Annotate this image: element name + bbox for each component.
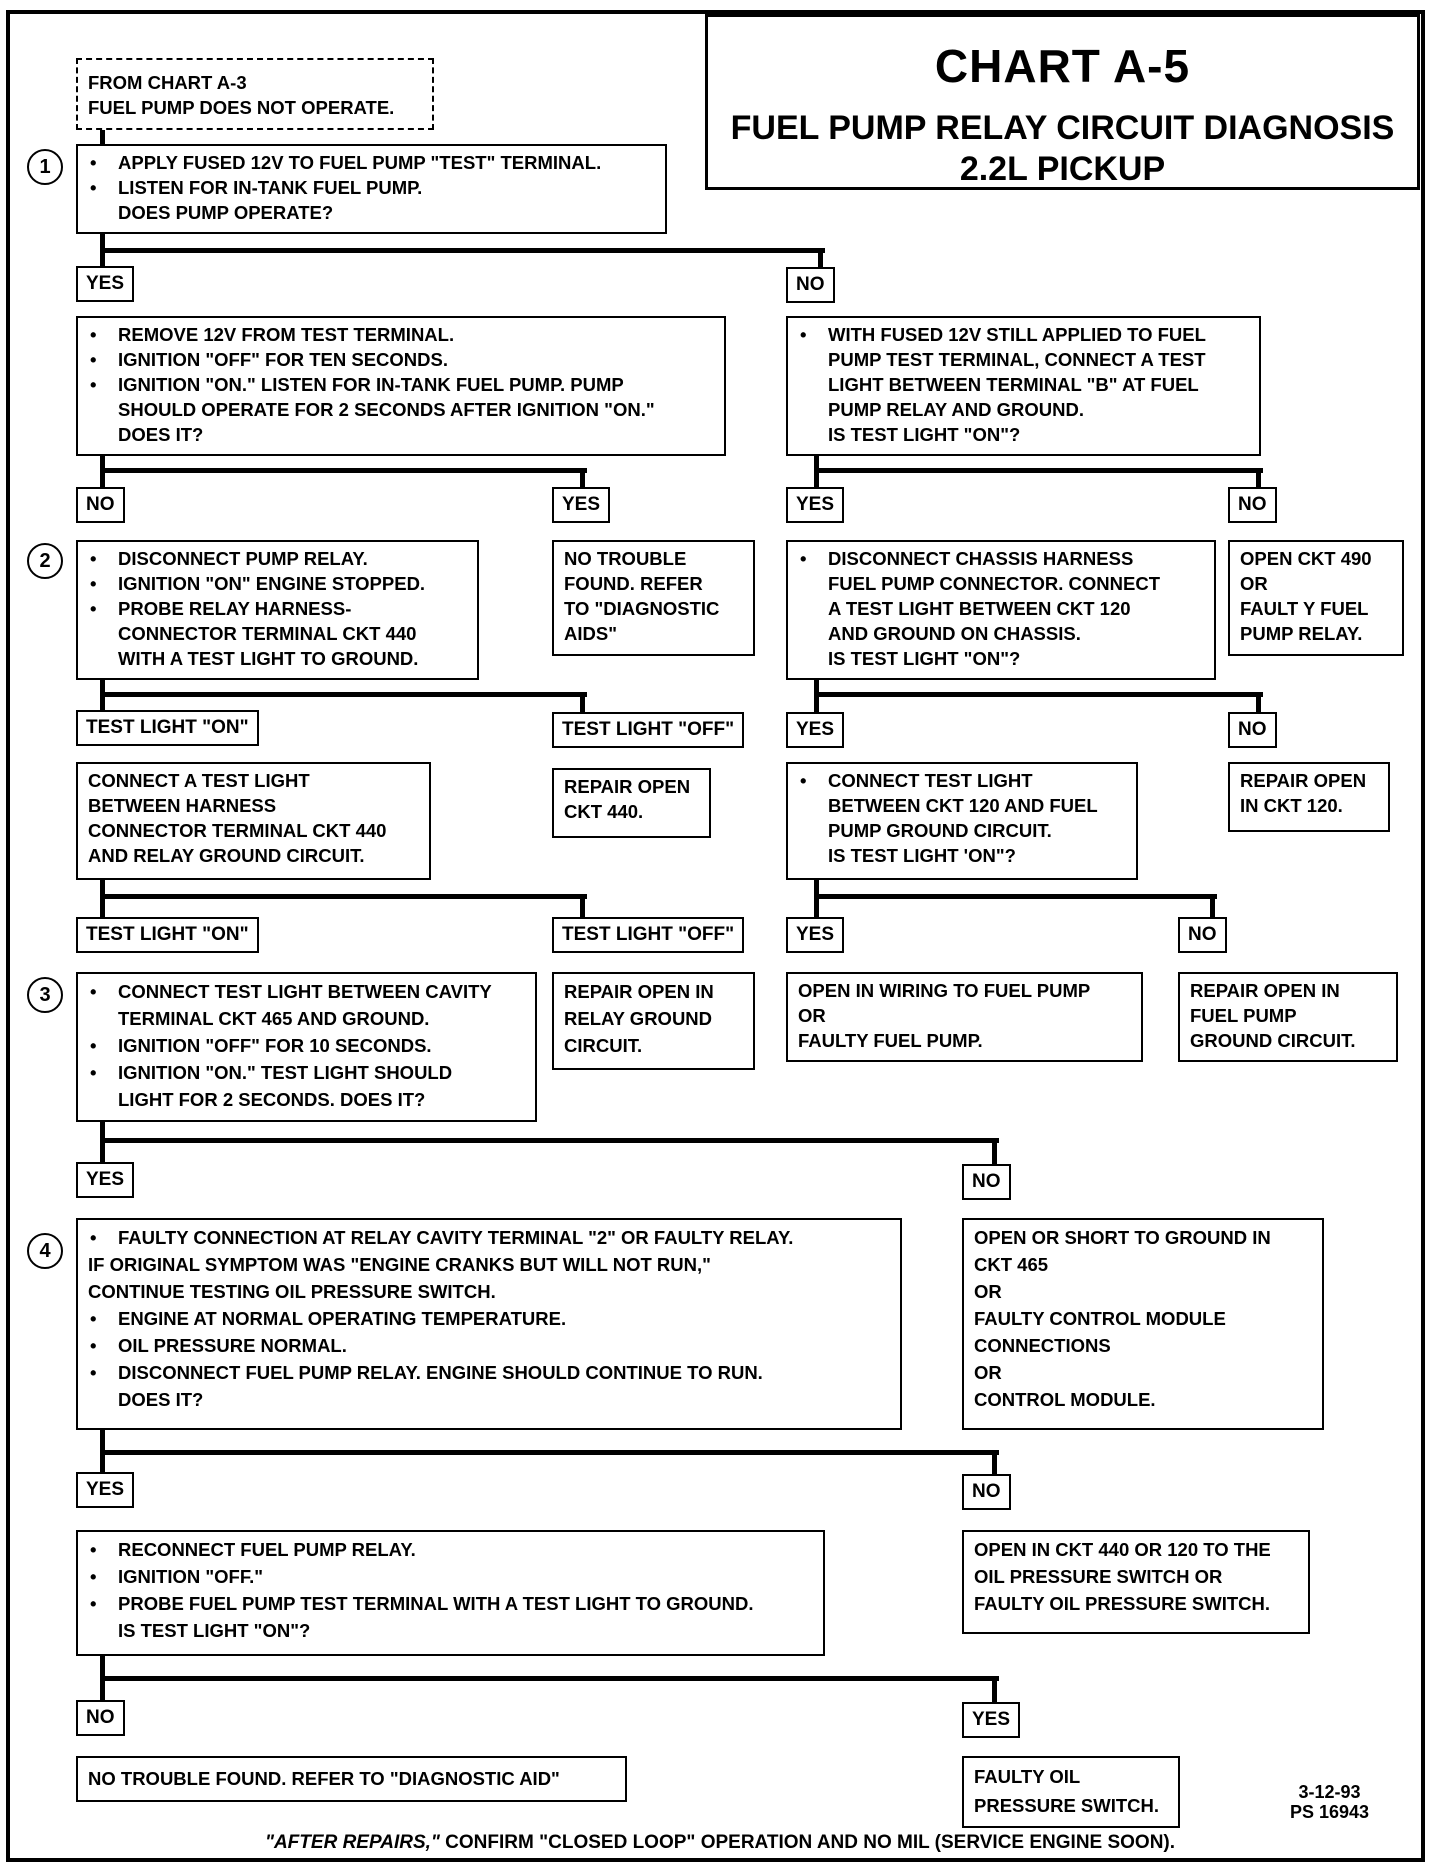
box-repair-relay-ground [552,972,755,1070]
connector-line [816,894,1217,899]
box-line: • IGNITION "OFF" FOR 10 SECONDS. [88,1032,525,1059]
box-line: CONTROL MODULE. [974,1389,1156,1410]
box-line: PUMP GROUND CIRCUIT. [828,820,1052,841]
box-line: FAULTY FUEL PUMP. [798,1030,983,1051]
box-test-light-terminal-b [786,316,1261,456]
label-yes: YES [786,917,844,953]
connector-line [102,468,587,473]
box-apply-12v [76,144,667,234]
box-repair-open-ckt-440 [552,768,711,838]
box-line: FAULTY OIL [974,1766,1081,1787]
label-yes: YES [76,266,134,302]
box-line: RELAY GROUND [564,1008,713,1029]
connector-line [816,692,1263,697]
connector-line [100,880,105,919]
box-line: CIRCUIT. [564,1035,643,1056]
box-line: • RECONNECT FUEL PUMP RELAY. [88,1536,813,1563]
box-disconnect-pump-relay [76,540,479,680]
label-yes: YES [962,1702,1020,1738]
label-no: NO [1228,487,1277,523]
label-no: NO [76,487,125,523]
step-4-marker: 4 [27,1233,63,1269]
label-test-light-on: TEST LIGHT "ON" [76,917,259,953]
box-line: AND GROUND ON CHASSIS. [828,623,1081,644]
box-line: DOES PUMP OPERATE? [118,202,334,223]
box-line: CKT 465 [974,1254,1049,1275]
box-line: • DISCONNECT PUMP RELAY. [88,546,467,571]
connector-line [580,694,585,714]
document-number: PS 16943 [1290,1802,1370,1822]
connector-line [580,896,585,919]
box-line: • OIL PRESSURE NORMAL. [88,1332,890,1359]
box-line: IS TEST LIGHT "ON"? [118,1620,311,1641]
box-line: CONNECTIONS [974,1335,1111,1356]
box-line: PUMP TEST TERMINAL, CONNECT A TEST [828,349,1206,370]
label-no: NO [962,1474,1011,1510]
document-date: 3-12-93 [1298,1782,1361,1802]
label-yes: YES [76,1472,134,1508]
footer-note [0,1832,1440,1854]
label-yes: YES [76,1162,134,1198]
box-line: FUEL PUMP CONNECTOR. CONNECT [828,573,1160,594]
connector-line [814,680,819,714]
box-line: PUMP RELAY AND GROUND. [828,399,1084,420]
box-faulty-oil-pressure-switch [962,1756,1180,1828]
box-line: • IGNITION "ON" ENGINE STOPPED. [88,571,467,596]
box-line: CONNECTOR TERMINAL CKT 440 [118,623,417,644]
box-line: NO TROUBLE [564,548,687,569]
box-open-wiring-fuel-pump [786,972,1143,1062]
label-test-light-off: TEST LIGHT "OFF" [552,712,744,748]
connector-line [992,1452,997,1476]
box-line: TO "DIAGNOSTIC [564,598,720,619]
box-line: • PROBE FUEL PUMP TEST TERMINAL WITH A TEST LIGHT TO GROUND. [88,1590,813,1617]
box-line: • FAULTY CONNECTION AT RELAY CAVITY TERMINAL "2" OR FAULTY RELAY. [88,1224,890,1251]
box-line: IS TEST LIGHT "ON"? [828,648,1021,669]
chart-title: CHART A-5 [934,40,1191,92]
box-line: FAULTY OIL PRESSURE SWITCH. [974,1593,1271,1614]
box-faulty-connection-relay [76,1218,902,1430]
box-line: GROUND CIRCUIT. [1190,1030,1356,1051]
box-no-trouble-found-2 [76,1756,627,1802]
box-connect-test-light-harness [76,762,431,880]
box-line: AND RELAY GROUND CIRCUIT. [88,845,365,866]
box-line: • LISTEN FOR IN-TANK FUEL PUMP. [88,175,655,200]
box-line: A TEST LIGHT BETWEEN CKT 120 [828,598,1131,619]
label-no: NO [1228,712,1277,748]
connector-line [1256,694,1261,714]
box-line: • REMOVE 12V FROM TEST TERMINAL. [88,322,714,347]
box-line: PUMP RELAY. [1240,623,1363,644]
step-1-marker: 1 [27,149,63,185]
box-line: DOES IT? [118,1389,204,1410]
connector-line [814,880,819,919]
box-open-short-ckt-465 [962,1218,1324,1430]
box-line: REPAIR OPEN [1240,770,1367,791]
box-line: CONTINUE TESTING OIL PRESSURE SWITCH. [88,1281,496,1302]
box-line: FAULTY CONTROL MODULE [974,1308,1226,1329]
label-no: NO [962,1164,1011,1200]
box-line: OR [798,1005,826,1026]
box-line: OPEN CKT 490 [1240,548,1372,569]
box-line: REPAIR OPEN IN [1190,980,1340,1001]
box-line: CKT 440. [564,801,644,822]
box-line: OPEN OR SHORT TO GROUND IN [974,1227,1271,1248]
start-line-2: FUEL PUMP DOES NOT OPERATE. [88,97,395,118]
box-line: OR [1240,573,1268,594]
document-code [1290,1782,1369,1822]
box-line: CONNECT A TEST LIGHT [88,770,310,791]
box-line: REPAIR OPEN IN [564,981,714,1002]
box-line: IF ORIGINAL SYMPTOM WAS "ENGINE CRANKS BUT WILL NOT RUN," [88,1254,711,1275]
connector-line [816,468,1263,473]
box-line: PRESSURE SWITCH. [974,1795,1160,1816]
box-line: OPEN IN WIRING TO FUEL PUMP [798,980,1091,1001]
connector-line [100,1122,105,1164]
label-yes: YES [552,487,610,523]
box-repair-fuel-pump-ground [1178,972,1398,1062]
box-line: TERMINAL CKT 465 AND GROUND. [118,1008,430,1029]
box-line: OIL PRESSURE SWITCH OR [974,1566,1223,1587]
step-3-marker: 3 [27,977,63,1013]
box-line: OPEN IN CKT 440 OR 120 TO THE [974,1539,1271,1560]
box-line: BETWEEN CKT 120 AND FUEL [828,795,1098,816]
connector-line [102,248,825,253]
box-line: NO TROUBLE FOUND. REFER TO "DIAGNOSTIC AID" [88,1768,560,1789]
box-line: • WITH FUSED 12V STILL APPLIED TO FUEL [798,322,1249,347]
connector-line [102,692,587,697]
footer-italic: "AFTER REPAIRS," [264,1832,440,1853]
label-yes: YES [786,712,844,748]
box-line: LIGHT FOR 2 SECONDS. DOES IT? [118,1089,426,1110]
box-open-ckt-440-120 [962,1530,1310,1634]
connector-line [992,1140,997,1166]
box-line: • IGNITION "ON." TEST LIGHT SHOULD [88,1059,525,1086]
box-line: WITH A TEST LIGHT TO GROUND. [118,648,419,669]
box-line: • DISCONNECT CHASSIS HARNESS [798,546,1204,571]
box-line: LIGHT BETWEEN TERMINAL "B" AT FUEL [828,374,1199,395]
start-line-1: FROM CHART A-3 [88,72,247,93]
chart-vehicle: 2.2L PICKUP [959,150,1166,188]
box-line: • CONNECT TEST LIGHT [798,768,1126,793]
connector-line [102,1138,999,1143]
connector-line [102,1676,999,1681]
chart-subtitle: FUEL PUMP RELAY CIRCUIT DIAGNOSIS [730,109,1395,147]
box-no-trouble-found-1 [552,540,755,656]
connector-line [102,1450,999,1455]
label-no: NO [76,1700,125,1736]
connector-line [1210,896,1215,919]
box-line: BETWEEN HARNESS [88,795,277,816]
box-line: FAULT Y FUEL [1240,598,1369,619]
box-line: IS TEST LIGHT "ON"? [828,424,1021,445]
box-line: • DISCONNECT FUEL PUMP RELAY. ENGINE SHOULD CONTINUE TO RUN. [88,1359,890,1386]
box-line: SHOULD OPERATE FOR 2 SECONDS AFTER IGNITION "ON." [118,399,655,420]
label-test-light-on: TEST LIGHT "ON" [76,710,259,746]
box-line: CONNECTOR TERMINAL CKT 440 [88,820,387,841]
label-yes: YES [786,487,844,523]
box-line: OR [974,1281,1002,1302]
box-line: • IGNITION "OFF" FOR TEN SECONDS. [88,347,714,372]
box-line: OR [974,1362,1002,1383]
box-open-ckt-490 [1228,540,1404,656]
connector-line [992,1678,997,1704]
box-line: • ENGINE AT NORMAL OPERATING TEMPERATURE. [88,1305,890,1332]
box-line: DOES IT? [118,424,204,445]
title-block [705,14,1420,190]
box-line: • PROBE RELAY HARNESS- [88,596,467,621]
box-line: • IGNITION "ON." LISTEN FOR IN-TANK FUEL PUMP. PUMP [88,372,714,397]
box-line: • IGNITION "OFF." [88,1563,813,1590]
box-line: • APPLY FUSED 12V TO FUEL PUMP "TEST" TERMINAL. [88,150,655,175]
step-2-marker: 2 [27,543,63,579]
box-line: FOUND. REFER [564,573,703,594]
box-reconnect-fuel-pump-relay [76,1530,825,1656]
label-no: NO [1178,917,1227,953]
box-line: FUEL PUMP [1190,1005,1297,1026]
box-disconnect-chassis-harness [786,540,1216,680]
box-connect-test-light-ckt-120 [786,762,1138,880]
box-repair-open-ckt-120 [1228,762,1390,832]
box-line: • CONNECT TEST LIGHT BETWEEN CAVITY [88,978,525,1005]
box-cavity-terminal-ckt-465 [76,972,537,1122]
connector-line [102,894,587,899]
label-no: NO [786,267,835,303]
label-test-light-off: TEST LIGHT "OFF" [552,917,744,953]
box-line: AIDS" [564,623,617,644]
box-line: REPAIR OPEN [564,776,691,797]
footer-text: CONFIRM "CLOSED LOOP" OPERATION AND NO MIL (SERVICE ENGINE SOON). [439,1832,1176,1853]
box-line: IS TEST LIGHT 'ON"? [828,845,1016,866]
box-remove-12v [76,316,726,456]
box-line: IN CKT 120. [1240,795,1343,816]
start-box [76,58,434,130]
